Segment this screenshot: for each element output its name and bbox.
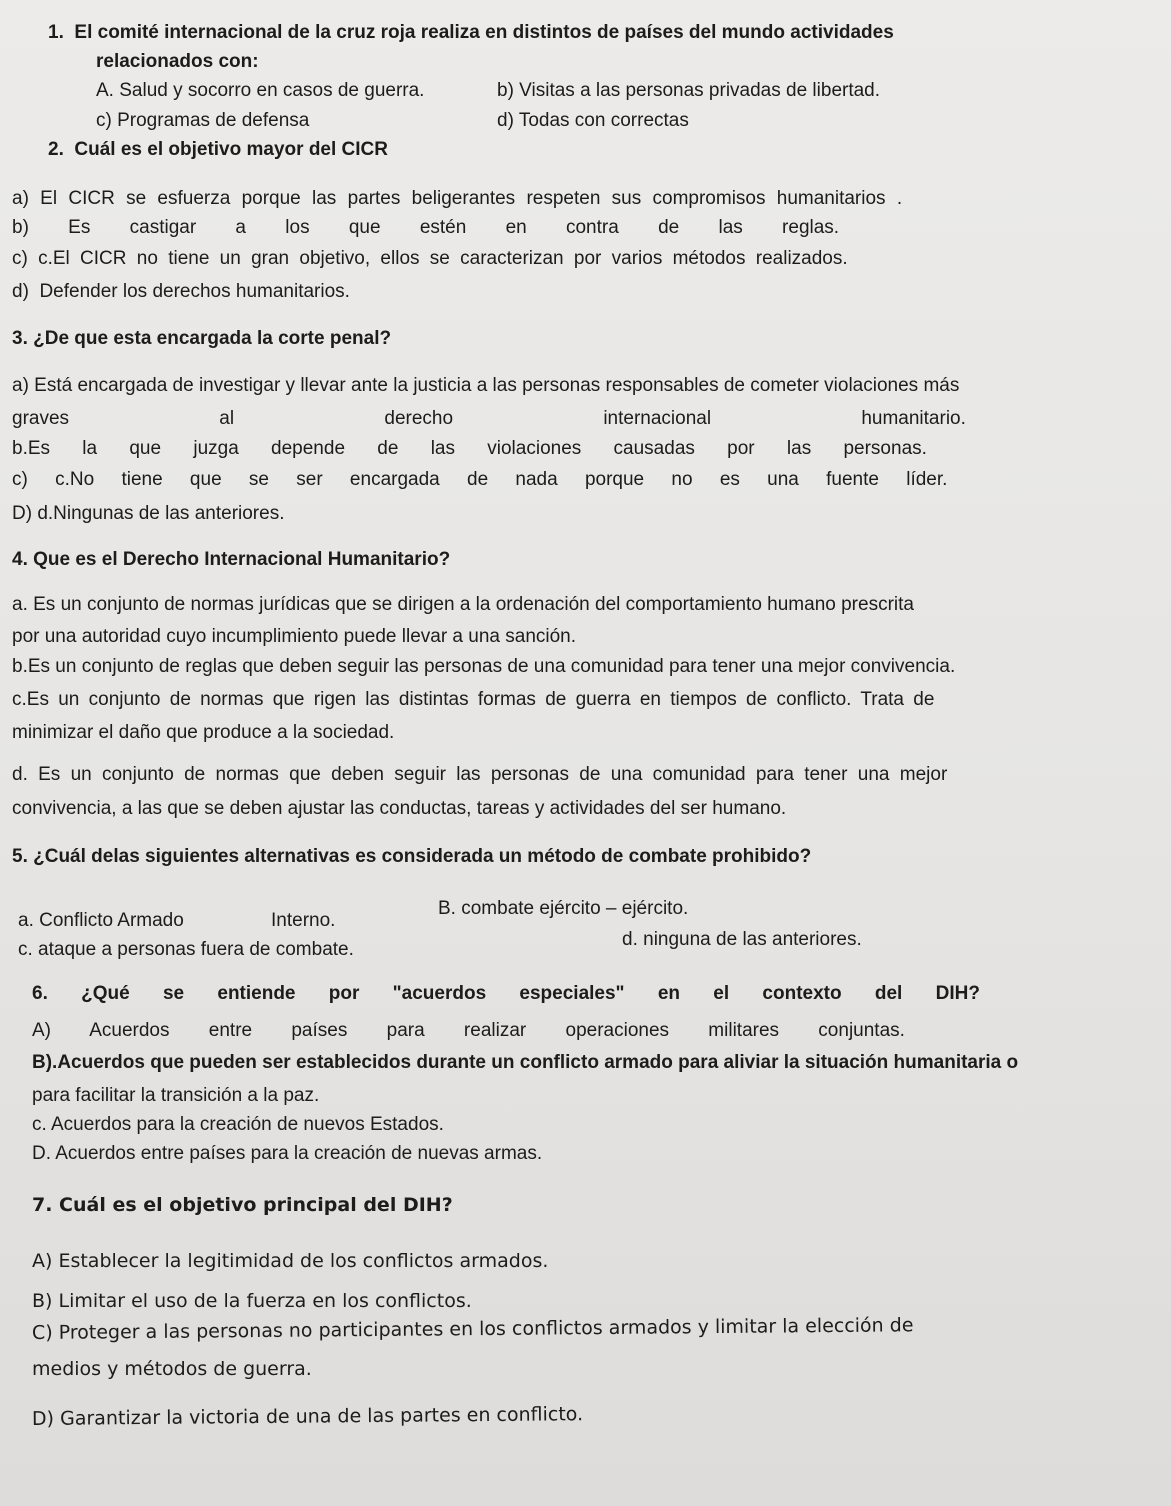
q1-option-a: A. Salud y socorro en casos de guerra. <box>96 80 425 101</box>
q4-option-d-cont: convivencia, a las que se deben ajustar las conductas, tareas y actividades del ser humano. <box>12 798 787 819</box>
q4-option-c-cont: minimizar el daño que produce a la sociedad. <box>12 722 395 743</box>
q6-question: 6. ¿Qué se entiende por "acuerdos especiales" en el contexto del DIH? <box>32 983 980 1004</box>
q6-option-c: c. Acuerdos para la creación de nuevos Estados. <box>32 1114 444 1135</box>
q5-question: 5. ¿Cuál delas siguientes alternativas es considerada un método de combate prohibido? <box>12 846 812 867</box>
q6-option-b: B).Acuerdos que pueden ser establecidos durante un conflicto armado para aliviar la situación humanitaria o <box>32 1052 1019 1073</box>
q1-question-cont: relacionados con: <box>96 51 259 72</box>
q5-option-b: B. combate ejército – ejército. <box>438 898 689 919</box>
q7-option-d: D) Garantizar la victoria de una de las partes en conflicto. <box>31 1403 584 1430</box>
q7-option-c-cont: medios y métodos de guerra. <box>32 1358 312 1380</box>
q4-option-b: b.Es un conjunto de reglas que deben seguir las personas de una comunidad para tener una mejor convivencia. <box>12 656 956 677</box>
q4-option-a: a. Es un conjunto de normas jurídicas que se dirigen a la ordenación del comportamiento humano prescrita <box>12 594 914 615</box>
q7-option-b: B) Limitar el uso de la fuerza en los conflictos. <box>32 1290 472 1312</box>
q2-question: 2. Cuál es el objetivo mayor del CICR <box>48 139 388 160</box>
q2-option-a: a) El CICR se esfuerza porque las partes beligerantes respeten sus compromisos humanitarios . <box>12 188 903 209</box>
q2-option-c: c) c.El CICR no tiene un gran objetivo, ellos se caracterizan por varios métodos realizados. <box>12 248 848 269</box>
q1-option-b: b) Visitas a las personas privadas de libertad. <box>497 80 881 101</box>
q5-option-c: c. ataque a personas fuera de combate. <box>18 939 354 960</box>
q1-option-d: d) Todas con correctas <box>497 110 689 131</box>
q6-option-b-cont: para facilitar la transición a la paz. <box>32 1085 320 1106</box>
q7-option-c: C) Proteger a las personas no participantes en los conflictos armados y limitar la elección de <box>31 1314 914 1344</box>
q5-option-d: d. ninguna de las anteriores. <box>622 929 862 950</box>
q1-option-c: c) Programas de defensa <box>96 110 310 131</box>
q7-option-a: A) Establecer la legitimidad de los conflictos armados. <box>32 1250 549 1272</box>
q6-option-d: D. Acuerdos entre países para la creación de nuevas armas. <box>32 1143 543 1164</box>
q4-option-c: c.Es un conjunto de normas que rigen las distintas formas de guerra en tiempos de conflicto. Trata de <box>12 689 935 710</box>
q3-option-b: b.Es la que juzga depende de las violaciones causadas por las personas. <box>12 438 927 459</box>
q4-option-d: d. Es un conjunto de normas que deben seguir las personas de una comunidad para tener una mejor <box>12 764 948 785</box>
q3-option-a-cont: graves al derecho internacional humanitario. <box>12 408 966 429</box>
q4-option-a-cont: por una autoridad cuyo incumplimiento puede llevar a una sanción. <box>12 626 577 647</box>
q3-option-a: a) Está encargada de investigar y llevar ante la justicia a las personas responsables de cometer violaciones más <box>12 375 960 396</box>
q1-question: 1. El comité internacional de la cruz roja realiza en distintos de países del mundo actividades <box>48 22 894 43</box>
q2-option-b: b) Es castigar a los que estén en contra de las reglas. <box>12 217 840 238</box>
q3-option-c: c) c.No tiene que se ser encargada de nada porque no es una fuente líder. <box>12 469 948 490</box>
q3-option-d: D) d.Ningunas de las anteriores. <box>12 503 285 524</box>
q6-option-a: A) Acuerdos entre países para realizar operaciones militares conjuntas. <box>32 1020 905 1041</box>
q5-option-a: a. Conflicto Armado <box>18 910 184 931</box>
q7-question: 7. Cuál es el objetivo principal del DIH? <box>32 1194 453 1216</box>
q4-question: 4. Que es el Derecho Internacional Humanitario? <box>12 549 451 570</box>
q5-option-a-extra: Interno. <box>271 910 336 931</box>
q2-option-d: d) Defender los derechos humanitarios. <box>12 281 350 302</box>
q3-question: 3. ¿De que esta encargada la corte penal? <box>12 328 392 349</box>
